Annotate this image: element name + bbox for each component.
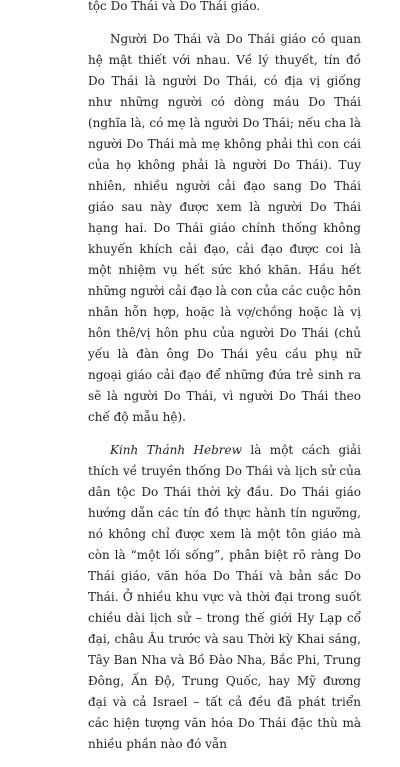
paragraph-jews-and-judaism: Người Do Thái và Do Thái giáo có quan hệ mật thiết với nhau. Về lý thuyết, tín đồ Do Thái là người Do Thái, có địa vị giống như những người có dòng máu Do Thái (nghĩa là, có mẹ là người Do Thái; nếu cha là người Do Thái mà mẹ không phải thì con cái của họ không phải là người Do Thái). Tuy nhiên, nhiều người cải đạo sang Do Thái giáo sau này được xem là người Do Thái hạng hai. Do Thái giáo chính thống không khuyến khích cải đạo, cải đạo được coi là một nhiệm vụ hết sức khó khăn. Hầu hết những người cải đạo là con của các cuộc hôn nhân hỗn hợp, hoặc là vợ/chồng hoặc là vị hôn thê/vị hôn phu của người Do Thái (chủ yếu là đàn ông Do Thái yêu cầu phụ nữ ngoại giáo cải đạo để những đứa trẻ sinh ra sẽ là người Do Thái, vì người Do Thái theo chế độ mẫu hệ). (88, 32, 361, 424)
book-title-italic: Kinh Thánh Hebrew (110, 443, 242, 457)
paragraph-hebrew-bible (88, 440, 361, 755)
paragraph-hebrew-bible-text: là một cách giải thích về truyền thống Do Thái và lịch sử của dân tộc Do Thái thời kỳ đầu. Do Thái giáo hướng dẫn các tín đồ thực hành tín ngưỡng, nó không chỉ được xem là một tôn giáo mà còn là “một lối sống”, phân biệt rõ ràng Do Thái giáo, văn hóa Do Thái và bản sắc Do Thái. Ở nhiều khu vực và thời đại trong suốt chiều dài lịch sử – trong thế giới Hy Lạp cổ đại, châu Âu trước và sau Thời kỳ Khai sáng, Tây Ban Nha và Bồ Đào Nha, Bắc Phi, Trung Đông, Ấn Độ, Trung Quốc, hay Mỹ đương đại và cả Israel – tất cả đều đã phát triển các hiện tượng văn hóa Do Thái đặc thù mà nhiều phần nào đó vẫn (88, 443, 361, 751)
paragraph-continuation: tộc Do Thái và Do Thái giáo. (88, 0, 261, 13)
body-text (88, 0, 361, 767)
